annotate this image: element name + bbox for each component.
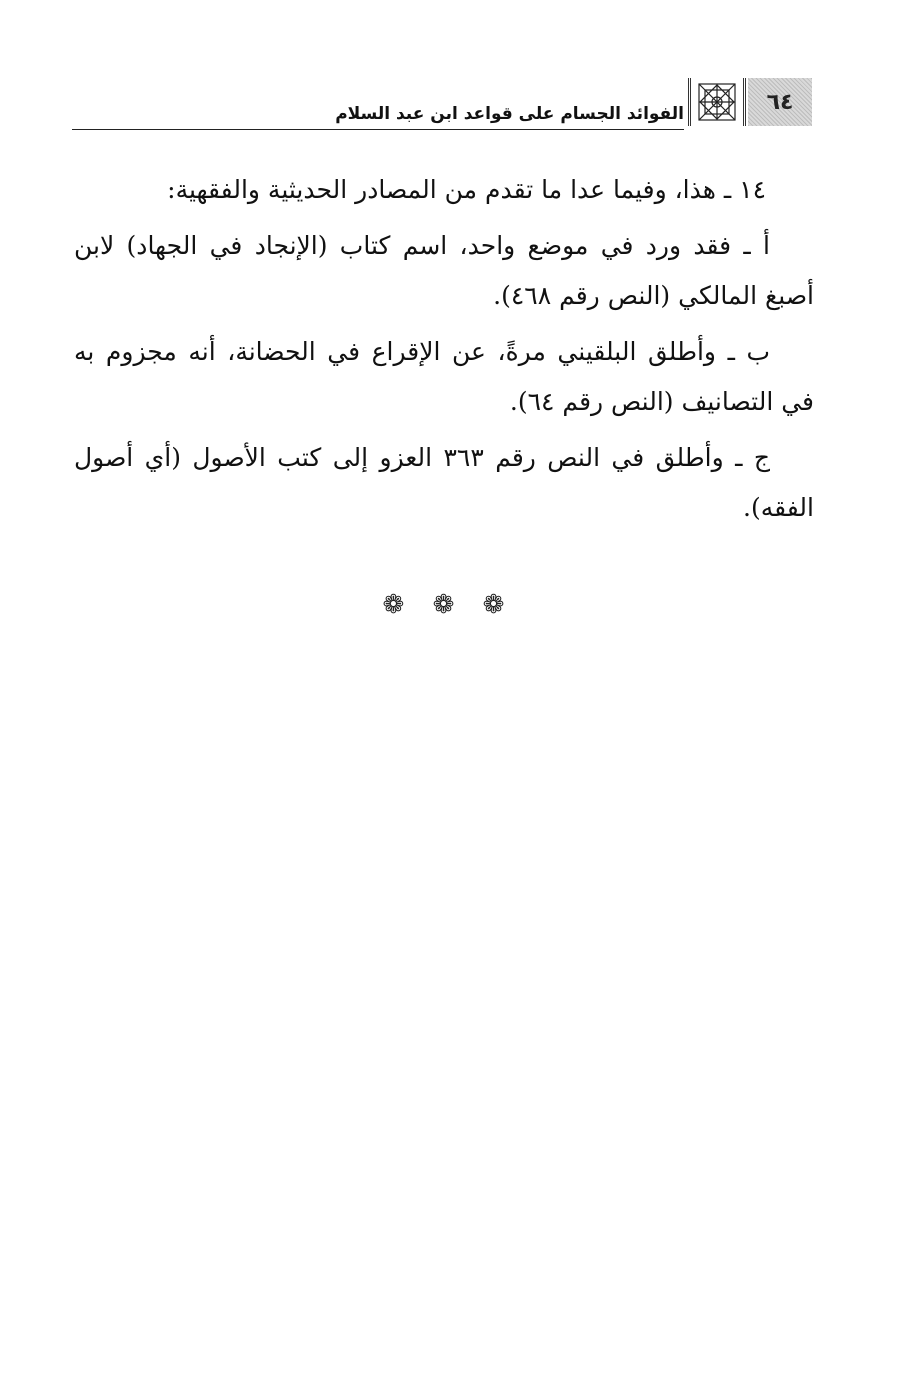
list-item-b: ب ـ وأطلق البلقيني مرةً، عن الإقراع في الحضانة، أنه مجزوم به في التصانيف (النص رقم ٦٤).	[74, 337, 814, 416]
running-title: الفوائد الجسام على قواعد ابن عبد السلام	[335, 104, 684, 124]
paragraph-14: ١٤ ـ هذا، وفيما عدا ما تقدم من المصادر الحديثية والفقهية:	[167, 175, 766, 204]
list-item-c: ج ـ وأطلق في النص رقم ٣٦٣ العزو إلى كتب الأصول (أي أصول الفقه).	[74, 443, 814, 522]
list-item-a: أ ـ فقد ورد في موضع واحد، اسم كتاب (الإنجاد في الجهاد) لابن أصبغ المالكي (النص رقم ٤٦٨).	[74, 231, 814, 310]
body-text	[74, 165, 814, 539]
section-separator-icon: ❁ ❁ ❁	[382, 590, 515, 620]
header-rule	[72, 129, 684, 130]
page-number: ٦٤	[748, 78, 812, 126]
geometric-star-ornament-icon	[688, 78, 746, 126]
page-header	[72, 78, 812, 130]
